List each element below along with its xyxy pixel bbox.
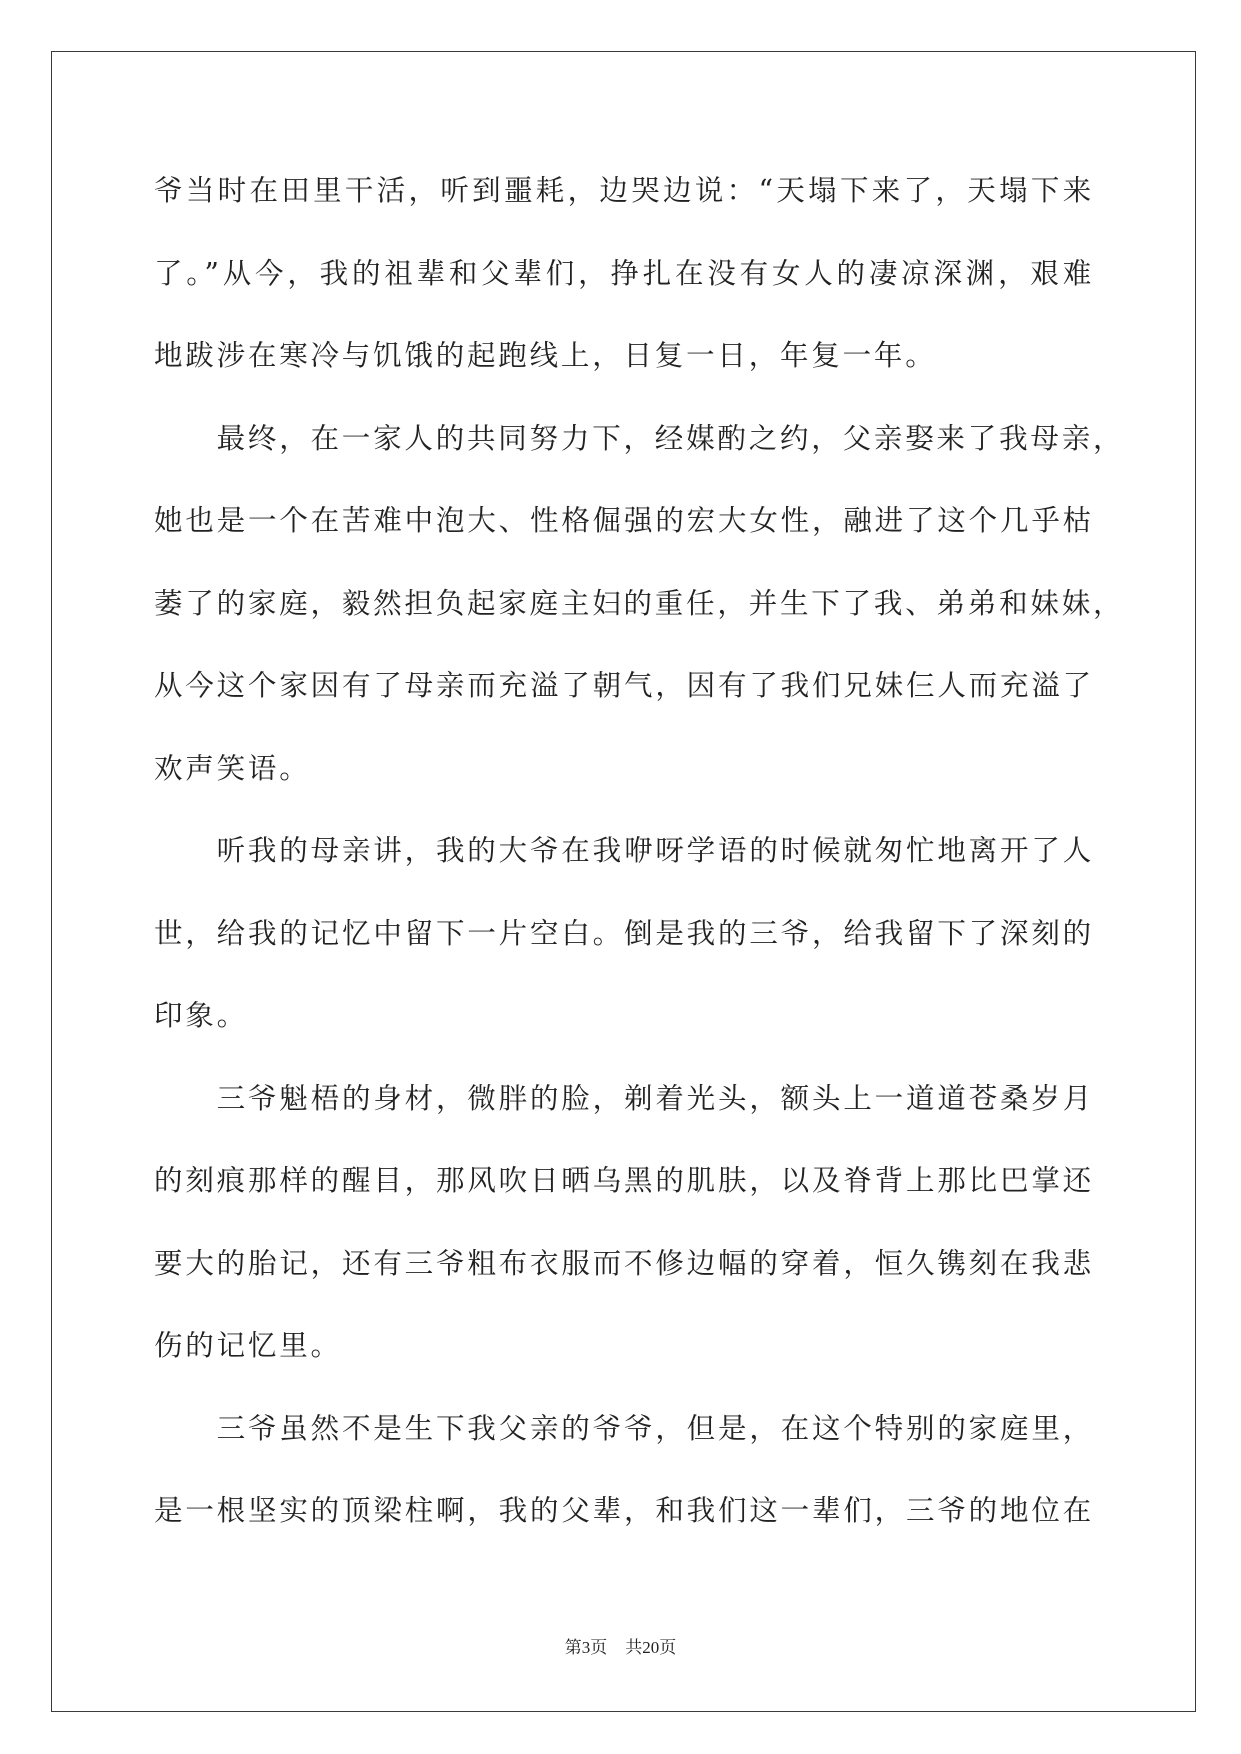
body-line: 爷当时在田里干活，听到噩耗，边哭边说：“天塌下来了，天塌下来 [154, 174, 1094, 207]
body-line: 听我的母亲讲，我的大爷在我咿呀学语的时候就匆忙地离开了人 [216, 834, 1094, 867]
body-line: 要大的胎记，还有三爷粗布衣服而不修边幅的穿着，恒久镌刻在我悲 [154, 1246, 1094, 1280]
paragraph [154, 150, 1094, 398]
total-pages-label: 共20页 [625, 1638, 677, 1657]
body-line: 印象。 [154, 999, 248, 1032]
body-line: 伤的记忆里。 [154, 1329, 342, 1362]
page-footer [0, 1636, 1241, 1660]
body-line: 欢声笑语。 [154, 751, 311, 785]
body-line: 最终，在一家人的共同努力下，经媒酌之约，父亲娶来了我母亲， [216, 421, 1125, 455]
body-line: 是一根坚实的顶梁柱啊，我的父辈，和我们这一辈们，三爷的地位在 [154, 1494, 1094, 1527]
body-line: 三爷虽然不是生下我父亲的爷爷，但是，在这个特别的家庭里， [216, 1411, 1094, 1445]
document-body [154, 150, 1125, 1553]
body-line: 的刻痕那样的醒目，那风吹日晒乌黑的肌肤，以及脊背上那比巴掌还 [154, 1164, 1094, 1197]
body-line: 世，给我的记忆中留下一片空白。倒是我的三爷，给我留下了深刻的 [154, 916, 1094, 950]
current-page-label: 第3页 [564, 1638, 608, 1657]
paragraph [154, 398, 1125, 811]
body-line: 萎了的家庭，毅然担负起家庭主妇的重任，并生下了我、弟弟和妹妹， [154, 586, 1125, 620]
paragraph [154, 1388, 1094, 1553]
body-line: 三爷魁梧的身材，微胖的脸，剃着光头，额头上一道道苍桑岁月 [216, 1081, 1094, 1115]
paragraph [154, 810, 1094, 1058]
body-line: 从今这个家因有了母亲而充溢了朝气，因有了我们兄妹仨人而充溢了 [154, 669, 1094, 702]
body-line: 地跋涉在寒冷与饥饿的起跑线上，日复一日，年复一年。 [154, 339, 937, 372]
body-line: 她也是一个在苦难中泡大、性格倔强的宏大女性，融进了这个几乎枯 [154, 504, 1094, 537]
body-line: 了。”从今，我的祖辈和父辈们，挣扎在没有女人的凄凉深渊，艰难 [154, 256, 1094, 290]
paragraph [154, 1058, 1094, 1388]
